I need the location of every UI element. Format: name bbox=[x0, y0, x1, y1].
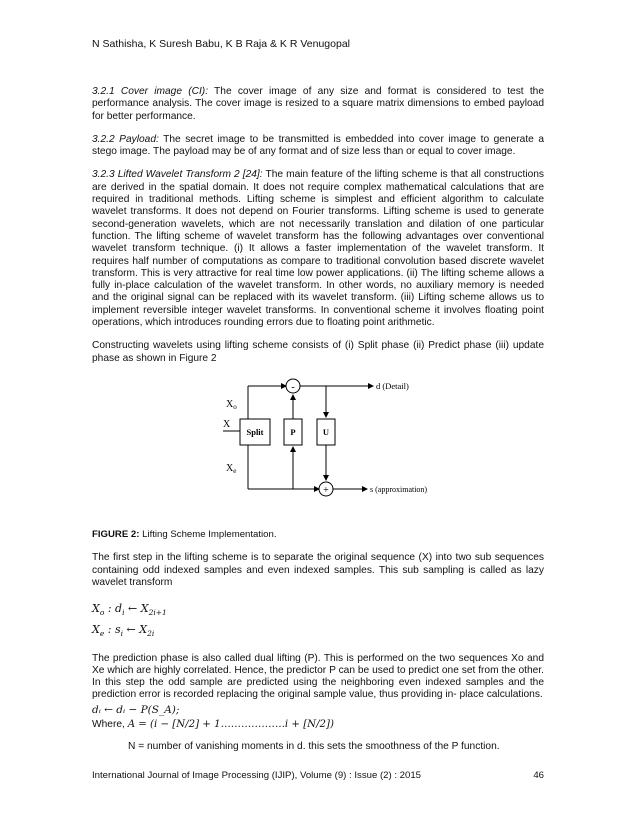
predict-label: P bbox=[290, 426, 296, 437]
detail-label: d (Detail) bbox=[376, 380, 409, 391]
split-label: Split bbox=[246, 426, 264, 437]
page-footer bbox=[92, 770, 544, 781]
figure-lifting-scheme bbox=[92, 371, 544, 521]
section-text: The main feature of the lifting scheme is that all constructions are derived in the spatial domain. It does not require complex mathematical calculations that are required in traditional methods. Lifting scheme is simplest and efficient algorithm to calculate wavelet transforms. It does not depend on Fourier transforms. Lifting scheme is used to generate second-generation wavelets, which are not necessarily translation and dilation of one particular function. The lifting scheme of wavelet transform has the following advantages over conventional wavelet transform technique. (i) It allows a faster implementation of the wavelet transform. It requires half number of computations as compare to traditional convolution based discrete wavelet transform. This is very attractive for real time low power applications. (ii) The lifting scheme allows a fully in-place calculation of the wavelet transform. In other words, no auxiliary memory is needed and the original signal can be replaced with its wavelet transform. (iii) Lifting scheme allows us to implement reversible integer wavelet transforms. In conventional scheme it involves floating point operations, which introduces rounding errors due to floating point arithmetic. bbox=[92, 169, 545, 329]
prediction-equation: dᵢ ← dᵢ − P(S_A); bbox=[92, 703, 180, 716]
section-lifted-wavelet bbox=[92, 169, 544, 329]
caption-label: FIGURE 2: bbox=[92, 528, 140, 540]
paragraph-intro-figure: Constructing wavelets using lifting scheme consists of (i) Split phase (ii) Predict phase (iii) update phase as shown in Figure 2 bbox=[92, 340, 544, 364]
section-text: The cover image of any size and format is considered to test the performance analysis. The cover image is resized to a square matrix dimensions to embed payload for better performance. bbox=[92, 86, 545, 122]
section-heading: 3.2.3 Lifted Wavelet Transform 2 [24]: bbox=[92, 169, 263, 181]
journal-citation: International Journal of Image Processing (IJIP), Volume (9) : Issue (2) : 2015 bbox=[92, 770, 422, 781]
equation-odd: $X_o$ : $d_i$ ← $X_{2i+1}$ bbox=[92, 602, 167, 618]
section-payload bbox=[92, 134, 544, 159]
section-heading: 3.2.1 Cover image (CI): bbox=[92, 86, 209, 97]
page-number: 46 bbox=[533, 770, 544, 781]
page-body bbox=[92, 86, 544, 765]
even-label: $X_e$ bbox=[226, 462, 237, 475]
update-label: U bbox=[322, 426, 330, 437]
paragraph-vanishing-moments: N = number of vanishing moments in d. this sets the smoothness of the P function. bbox=[128, 741, 500, 753]
minus-sign: - bbox=[291, 381, 295, 393]
where-equation: A = (i − [N/2] + 1……………….i + [N/2]) bbox=[127, 718, 334, 730]
plus-sign: + bbox=[323, 484, 329, 496]
split-equations bbox=[92, 600, 544, 642]
paragraph-lazy-wavelet: The first step in the lifting scheme is to separate the original sequence (X) into two sub sequences containing odd indexed samples and even indexed samples. This sub sampling is called as lazy wavelet transform bbox=[92, 552, 544, 588]
section-cover-image bbox=[92, 86, 544, 123]
where-clause bbox=[92, 719, 544, 731]
approx-label: s (approximation) bbox=[370, 484, 428, 494]
odd-label: $X_o$ bbox=[226, 398, 237, 411]
where-label: Where, bbox=[92, 718, 125, 730]
section-heading: 3.2.2 Payload: bbox=[92, 133, 159, 145]
section-text: The secret image to be transmitted is embedded into cover image to generate a stego image. The payload may be of any format and of size less than or equal to cover image. bbox=[92, 133, 545, 158]
figure-caption bbox=[92, 529, 544, 541]
running-header: N Sathisha, K Suresh Babu, K B Raja & K R Venugopal bbox=[92, 38, 350, 50]
lifting-scheme-diagram bbox=[203, 371, 453, 521]
input-label: X bbox=[223, 418, 231, 430]
equation-even: $X_e$ : $s_i$ ← $X_{2i}$ bbox=[92, 623, 155, 639]
paragraph-prediction: The prediction phase is also called dual lifting (P). This is performed on the two sequences Xo and Xe which are highly correlated. Hence, the predictor P can be used to predict one set from the other. In this step the odd sample are predicted using the neighboring even indexed samples and the prediction error is recorded replacing the original sample value, thus providing in- place calculations. bbox=[92, 652, 544, 701]
caption-text: Lifting Scheme Implementation. bbox=[139, 528, 277, 540]
